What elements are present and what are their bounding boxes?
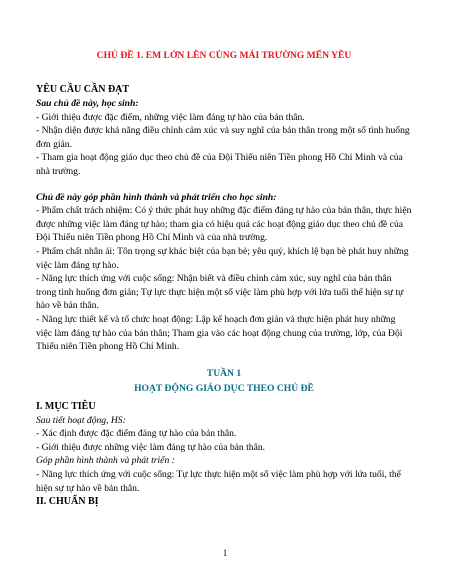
section-1-contribution-item: - Năng lực thích ứng với cuộc sống: Tự lực thực hiện một số việc làm phù hợp với lứa tuổi, thể hiện sự tự hào về bản thân.: [36, 469, 401, 494]
section-1-heading: I. MỤC TIÊU: [36, 400, 96, 412]
contribution-item: - Năng lực thiết kế và tổ chức hoạt động: Lập kế hoạch đơn giản và thực hiện phát huy những việc làm đáng tự hào của bản thân; Tham gia vào các hoạt động chung của trường, lớp, của Đội Thiếu niên Tiền phong Hồ Chí Minh.: [36, 313, 403, 353]
section-1-intro: Sau tiết hoạt động, HS:: [36, 414, 126, 426]
page-number: 1: [222, 548, 228, 558]
requirements-intro: Sau chủ đề này, học sinh:: [36, 98, 139, 109]
theme-title: CHỦ ĐỀ 1. EM LỚN LÊN CÙNG MÁI TRƯỜNG MẾN YÊU: [96, 50, 352, 61]
objective-item: - Giới thiệu được những việc làm đáng tự hào của bản thân.: [36, 441, 266, 453]
requirement-item: - Giới thiệu được đặc điểm, những việc làm đáng tự hào của bản thân.: [36, 111, 305, 123]
page-content: [36, 50, 412, 509]
contribution-item: - Phẩm chất trách nhiệm: Có ý thức phát huy những đặc điểm đáng tự hào của bản thân, thực hiện được những việc làm đáng tự hào; tham gia có hiệu quả các hoạt động giáo dục theo chủ đề của Đội Thiếu niên Tiền phong Hồ Chí Minh và của nhà trường.: [36, 205, 412, 244]
week-title: TUẦN 1: [206, 367, 242, 379]
requirement-item: - Nhận diện được khả năng điều chỉnh cảm xúc và suy nghĩ của bản thân trong một số tình huống đơn giản.: [36, 125, 410, 150]
week-subtitle: HOẠT ĐỘNG GIÁO DỤC THEO CHỦ ĐỀ: [134, 382, 314, 394]
section-2-heading: II. CHUẨN BỊ: [36, 496, 99, 508]
section-1-contribution-intro: Góp phần hình thành và phát triển :: [36, 455, 175, 467]
requirement-item: - Tham gia hoạt động giáo dục theo chủ đề của Đội Thiếu niên Tiền phong Hồ Chí Minh và của nhà trường.: [36, 152, 403, 177]
requirements-heading: YÊU CẦU CẦN ĐẠT: [36, 84, 130, 95]
contribution-item: - Năng lực thích ứng với cuộc sống: Nhận biết và điều chỉnh cảm xúc, suy nghĩ của bản thân trong tình huống đơn giản; Tự lực thực hiện một số việc làm phù hợp với lứa tuổi thể hiện sự tự hào về bản thân.: [36, 273, 404, 312]
contribution-item: - Phẩm chất nhân ái: Tôn trọng sự khác biệt của bạn bè; yêu quý, khích lệ bạn bè phát huy những việc làm đáng tự hào.: [36, 245, 409, 271]
contribution-intro: Chủ đề này góp phần hình thành và phát triển cho học sinh:: [36, 191, 277, 203]
objective-item: - Xác định được đặc điểm đáng tự hào của bản thân.: [36, 428, 237, 440]
